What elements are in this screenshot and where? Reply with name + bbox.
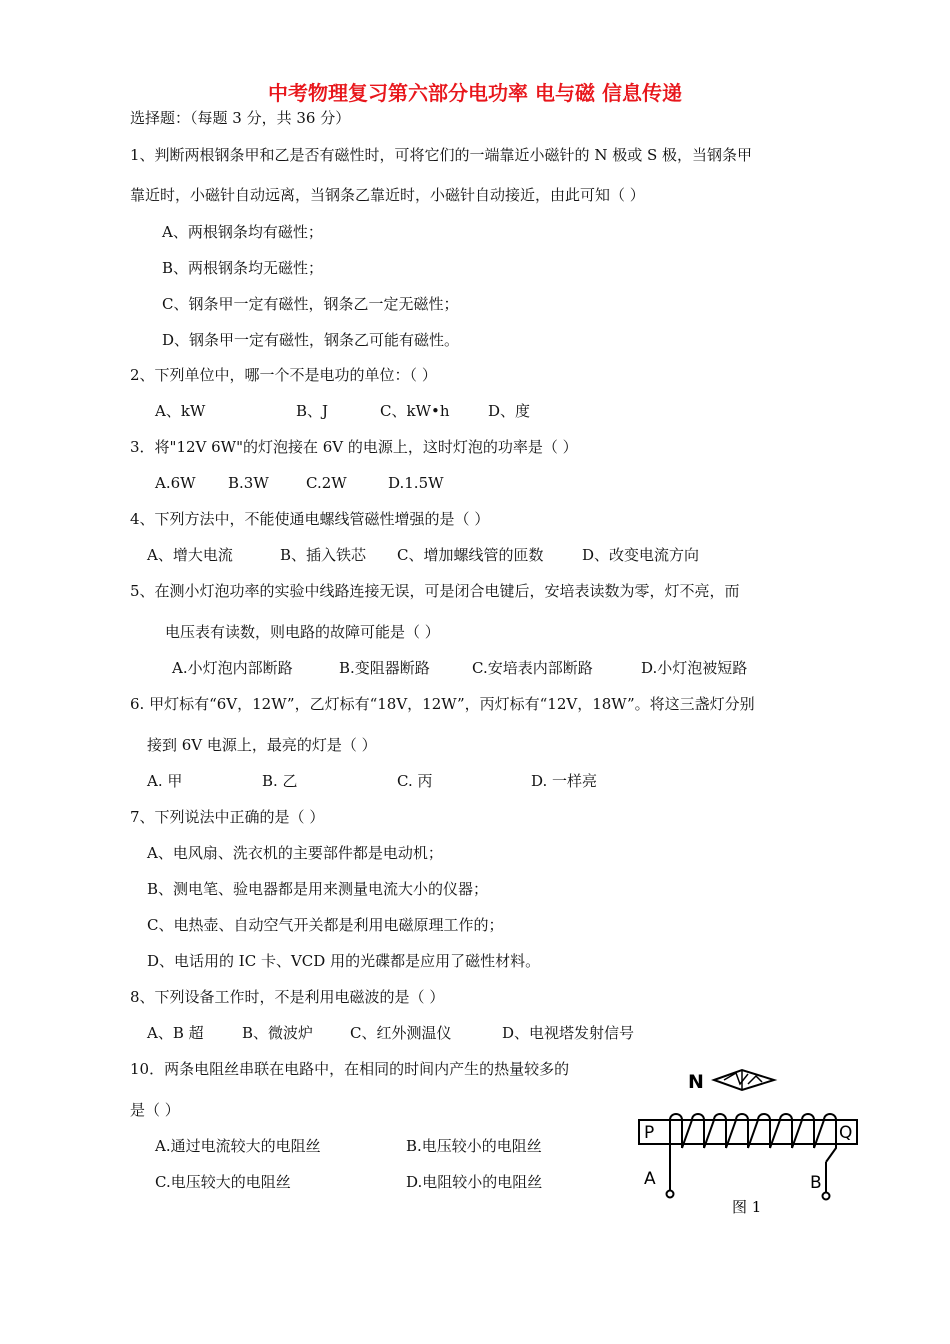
- q2-option-b: B、J: [296, 402, 329, 420]
- q1-option-d: D、钢条甲一定有磁性，钢条乙可能有磁性。: [162, 331, 460, 349]
- figure-n-label: N: [688, 1071, 704, 1093]
- q8-option-a: A、B 超: [147, 1024, 204, 1042]
- section-heading: 选择题：（每题 3 分，共 36 分）: [130, 109, 351, 127]
- q1-option-b: B、两根钢条均无磁性；: [162, 259, 324, 277]
- q4-stem: 4、下列方法中，不能使通电螺线管磁性增强的是（ ）: [130, 510, 490, 528]
- q6-stem-line1: 6. 甲灯标有“6V，12W”，乙灯标有“18V，12W”，丙灯标有“12V，18W”。将这三盏灯分别: [130, 695, 755, 713]
- q1-option-a: A、两根钢条均有磁性；: [162, 223, 323, 241]
- q10-option-d: D.电阻较小的电阻丝: [406, 1173, 543, 1191]
- q6-stem-line2: 接到 6V 电源上，最亮的灯是（ ）: [147, 736, 377, 754]
- q6-option-d: D. 一样亮: [531, 772, 598, 790]
- q2-option-a: A、kW: [155, 402, 206, 420]
- q7-option-d: D、电话用的 IC 卡、VCD 用的光碟都是应用了磁性材料。: [147, 952, 541, 970]
- terminal-a: [667, 1191, 674, 1198]
- q8-option-b: B、微波炉: [242, 1024, 314, 1042]
- q5-option-c: C.安培表内部断路: [472, 659, 593, 677]
- q1-option-c: C、钢条甲一定有磁性，钢条乙一定无磁性；: [162, 295, 459, 313]
- figure-b-label: B: [810, 1173, 822, 1193]
- q5-option-d: D.小灯泡被短路: [641, 659, 748, 677]
- page-title: 中考物理复习第六部分电功率 电与磁 信息传递: [268, 81, 682, 105]
- terminal-b: [823, 1193, 830, 1200]
- q4-option-c: C、增加螺线管的匝数: [397, 546, 544, 564]
- figure-a-label: A: [644, 1169, 656, 1189]
- q5-option-a: A.小灯泡内部断路: [172, 659, 293, 677]
- q5-stem-line1: 5、在测小灯泡功率的实验中线路连接无误，可是闭合电键后，安培表读数为零，灯不亮，而: [130, 582, 740, 600]
- q10-option-a: A.通过电流较大的电阻丝: [155, 1137, 321, 1155]
- figure-caption: 图 1: [732, 1198, 762, 1216]
- q10-option-b: B.电压较小的电阻丝: [406, 1137, 542, 1155]
- q5-option-b: B.变阻器断路: [339, 659, 430, 677]
- q6-option-b: B. 乙: [262, 772, 298, 790]
- q2-option-d: D、度: [488, 402, 531, 420]
- figure-p-label: P: [644, 1123, 655, 1143]
- q10-stem-line2: 是（ ）: [130, 1101, 180, 1119]
- solenoid-figure: [636, 1062, 866, 1222]
- q2-stem: 2、下列单位中，哪一个不是电功的单位：（ ）: [130, 366, 437, 384]
- q7-stem: 7、下列说法中正确的是（ ）: [130, 808, 325, 826]
- q7-option-a: A、电风扇、洗衣机的主要部件都是电动机；: [147, 844, 443, 862]
- q10-stem-line1: 10．两条电阻丝串联在电路中，在相同的时间内产生的热量较多的: [130, 1060, 570, 1078]
- q3-stem: 3．将"12V 6W"的灯泡接在 6V 的电源上，这时灯泡的功率是（ ）: [130, 438, 578, 456]
- q3-option-c: C.2W: [306, 474, 347, 492]
- q3-option-b: B.3W: [228, 474, 269, 492]
- q7-option-b: B、测电笔、验电器都是用来测量电流大小的仪器；: [147, 880, 489, 898]
- q6-option-a: A. 甲: [147, 772, 183, 790]
- q8-option-c: C、红外测温仪: [350, 1024, 452, 1042]
- compass-needle-icon: [714, 1070, 774, 1090]
- q8-option-d: D、电视塔发射信号: [502, 1024, 635, 1042]
- q2-option-c: C、kW•h: [380, 402, 450, 420]
- q6-option-c: C. 丙: [397, 772, 433, 790]
- q1-stem-line2: 靠近时，小磁针自动远离，当钢条乙靠近时，小磁针自动接近，由此可知（ ）: [130, 186, 645, 204]
- q3-option-a: A.6W: [155, 474, 196, 492]
- q5-stem-line2: 电压表有读数，则电路的故障可能是（ ）: [165, 623, 440, 641]
- q8-stem: 8、下列设备工作时，不是利用电磁波的是（ ）: [130, 988, 445, 1006]
- q3-option-d: D.1.5W: [388, 474, 444, 492]
- q1-stem-line1: 1、判断两根钢条甲和乙是否有磁性时，可将它们的一端靠近小磁针的 N 极或 S 极，当钢条甲: [130, 146, 753, 164]
- q10-option-c: C.电压较大的电阻丝: [155, 1173, 291, 1191]
- q4-option-a: A、增大电流: [147, 546, 233, 564]
- figure-q-label: Q: [839, 1123, 853, 1143]
- q4-option-d: D、改变电流方向: [582, 546, 700, 564]
- q7-option-c: C、电热壶、自动空气开关都是利用电磁原理工作的；: [147, 916, 504, 934]
- q4-option-b: B、插入铁芯: [280, 546, 367, 564]
